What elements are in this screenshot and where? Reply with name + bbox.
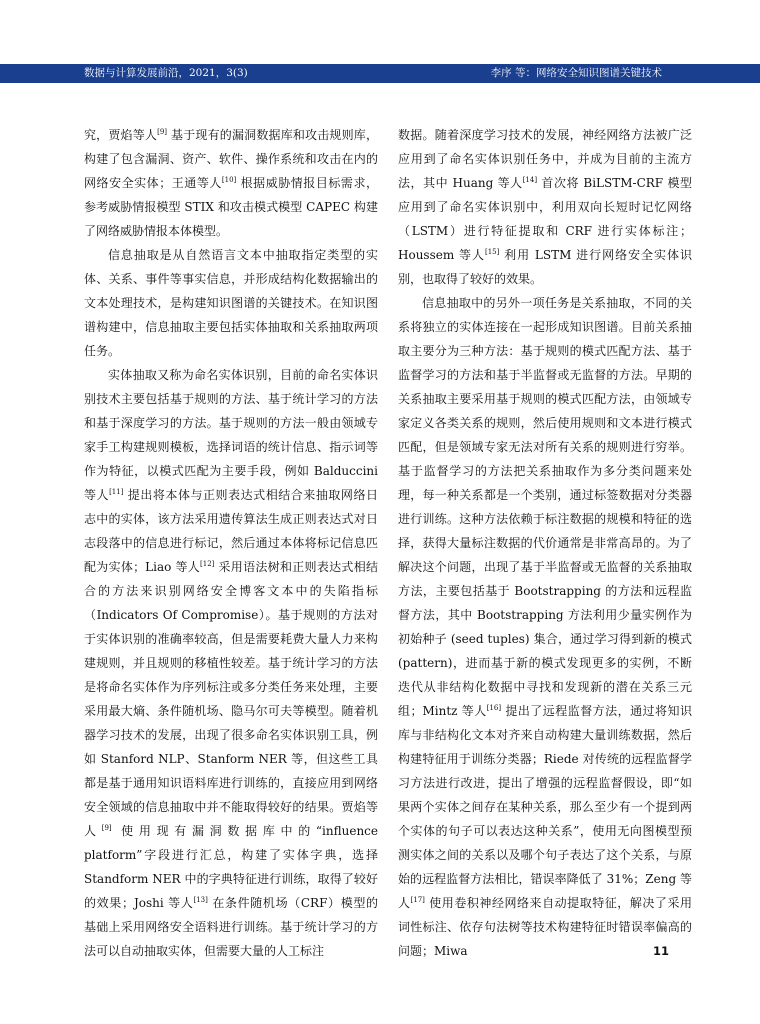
right-paragraph-1: 数据。随着深度学习技术的发展，神经网络方法被广泛应用到了命名实体识别任务中，并成为目前的主流方法，其中 Huang 等人[14] 首次将 BiLSTM-CRF 模型应用到了命名实体识别中，利用双向长短时记忆网络（LSTM）进行特征提取和 CRF 进行实体标注；Houssem 等人[15] 利用 LSTM 进行网络安全实体识别，也取得了较好的效果。 [398, 128, 692, 286]
left-paragraph-2: 信息抽取是从自然语言文本中抽取指定类型的实体、关系、事件等事实信息，并形成结构化数据输出的文本处理技术，是构建知识图谱的关键技术。在知识图谱构建中，信息抽取主要包括实体抽取和关系抽取两项任务。 [84, 248, 378, 358]
citation: [9] [101, 824, 112, 832]
citation: [15] [484, 248, 500, 256]
right-column [398, 123, 692, 963]
citation: [10] [221, 176, 237, 184]
citation: [9] [157, 128, 168, 136]
citation: [11] [109, 488, 124, 496]
running-header [0, 64, 760, 83]
citation: [14] [522, 176, 538, 184]
citation: [12] [200, 560, 215, 568]
left-column [84, 123, 378, 963]
citation: [16] [486, 704, 502, 712]
journal-info: 数据与计算发展前沿，2021，3(3) [84, 67, 248, 79]
citation: [13] [193, 896, 208, 904]
page-number: 11 [653, 944, 670, 958]
left-paragraph-1: 究，贾焰等人[9] 基于现有的漏洞数据库和攻击规则库，构建了包含漏洞、资产、软件、操作系统和攻击在内的网络安全实体；王通等人[10] 根据威胁情报目标需求，参考威胁情报模型 STIX 和攻击模式模型 CAPEC 构建了网络威胁情报本体模型。 [84, 128, 378, 238]
right-paragraph-2: 信息抽取中的另外一项任务是关系抽取，不同的关系将独立的实体连接在一起形成知识图谱。目前关系抽取主要分为三种方法：基于规则的模式匹配方法、基于监督学习的方法和基于半监督或无监督的方法。早期的关系抽取主要采用基于规则的模式匹配方法，由领域专家定义各类关系的规则，然后使用规则和文本进行模式匹配，但是领域专家无法对所有关系的规则进行穷举。基于监督学习的方法把关系抽取作为多分类问题来处理，每一种关系都是一个类别，通过标签数据对分类器进行训练。这种方法依赖于标注数据的规模和特征的选择，获得大量标注数据的代价通常是非常高昂的。为了解决这个问题，出现了基于半监督或无监督的关系抽取方法，主要包括基于 Bootstrapping 的方法和远程监督方法，其中 Bootstrapping 方法利用少量实例作为初始种子 (seed tuples) 集合，通过学习得到新的模式 (pattern)，进而基于新的模式发现更多的实例，不断迭代从非结构化数据中寻找和发现新的潜在关系三元组；Mintz 等人[16] 提出了远程监督方法，通过将知识库与非结构化文本对齐来自动构建大量训练数据，然后构建特征用于训练分类器；Riede 对传统的远程监督学习方法进行改进，提出了增强的远程监督假设，即“如果两个实体之间存在某种关系，那么至少有一个提到两个实体的句子可以表达这种关系”，使用无向图模型预测实体之间的关系以及哪个句子表达了这个关系，与原始的远程监督方法相比，错误率降低了 31%；Zeng 等人[17] 使用卷积神经网络来自动提取特征，解决了采用词性标注、依存句法树等技术构建特征时错误率偏高的问题；Miwa [398, 296, 692, 958]
article-info: 李序 等：网络安全知识图谱关键技术 [490, 67, 662, 79]
left-paragraph-3: 实体抽取又称为命名实体识别，目前的命名实体识别技术主要包括基于规则的方法、基于统计学习的方法和基于深度学习的方法。基于规则的方法一般由领域专家手工构建规则模板，选择词语的统计信息、指示词等作为特征，以模式匹配为主要手段，例如 Balduccini 等人[11] 提出将本体与正则表达式相结合来抽取网络日志中的实体，该方法采用遗传算法生成正则表达式对日志段落中的信息进行标记，然后通过本体将标记信息匹配为实体；Liao 等人[12] 采用语法树和正则表达式相结合的方法来识别网络安全博客文本中的失陷指标（Indicators Of Compromise）。基于规则的方法对于实体识别的准确率较高，但是需要耗费大量人力来构建规则，并且规则的移植性较差。基于统计学习的方法是将命名实体作为序列标注或多分类任务来处理，主要采用最大熵、条件随机场、隐马尔可夫等模型。随着机器学习技术的发展，出现了很多命名实体识别工具，例如 Stanford NLP、Stanform NER 等，但这些工具都是基于通用知识语料库进行训练的，直接应用到网络安全领域的信息抽取中并不能取得较好的结果。贾焰等人[9] 使用现有漏洞数据库中的“influence platform”字段进行汇总，构建了实体字典，选择 Standform NER 中的字典特征进行训练，取得了较好的效果；Joshi 等人[13] 在条件随机场（CRF）模型的基础上采用网络安全语料进行训练。基于统计学习的方法可以自动抽取实体，但需要大量的人工标注 [84, 368, 379, 958]
citation: [17] [410, 896, 425, 904]
